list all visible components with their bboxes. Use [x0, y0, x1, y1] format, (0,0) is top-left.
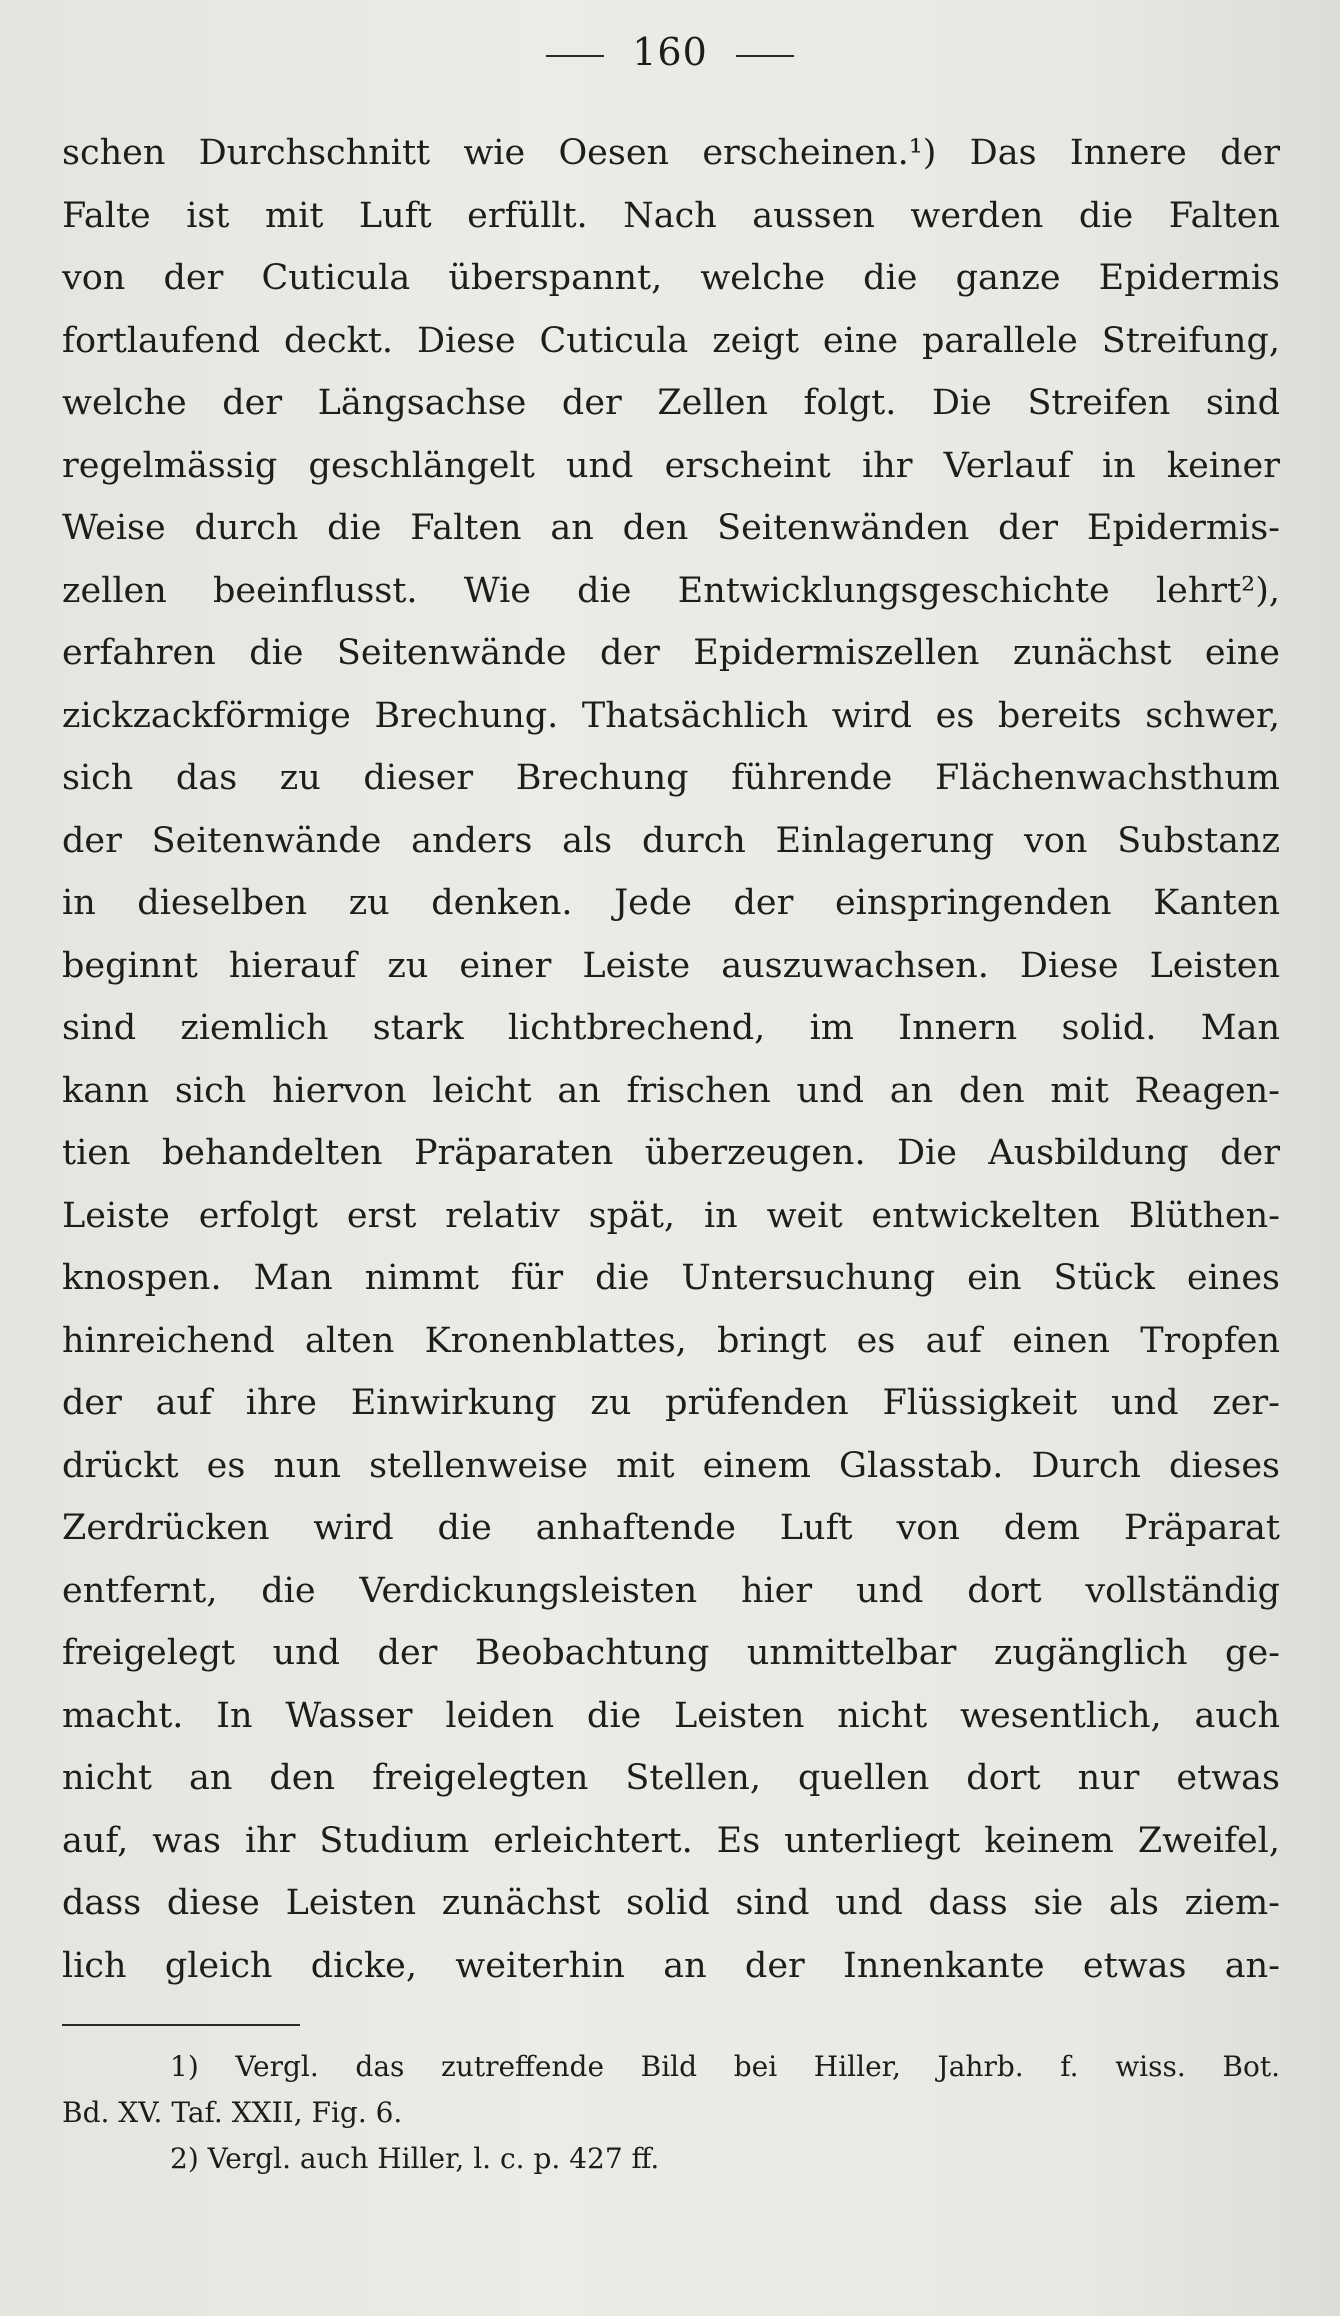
text-line: zickzackförmige Brechung. Thatsächlich wird es bereits schwer,: [62, 695, 1280, 736]
text-line: macht. In Wasser leiden die Leisten nicht wesentlich, auch: [62, 1695, 1280, 1736]
text-line: freigelegt und der Beobachtung unmittelbar zugänglich ge-: [62, 1633, 1280, 1673]
text-line: tien behandelten Präparaten überzeugen. Die Ausbildung der: [62, 1133, 1280, 1173]
footnote-line: 1) Vergl. das zutreffende Bild bei Hiller, Jahrb. f. wiss. Bot.: [170, 2050, 1280, 2083]
text-line: beginnt hierauf zu einer Leiste auszuwachsen. Diese Leisten: [62, 945, 1280, 986]
text-line: kann sich hiervon leicht an frischen und an den mit Reagen-: [62, 1070, 1280, 1111]
text-line: entfernt, die Verdickungsleisten hier und dort vollständig: [62, 1570, 1280, 1611]
text-line: Weise durch die Falten an den Seitenwänden der Epidermis-: [62, 508, 1280, 548]
text-line: Leiste erfolgt erst relativ spät, in weit entwickelten Blüthen-: [62, 1195, 1280, 1236]
text-line: lich gleich dicke, weiterhin an der Innenkante etwas an-: [62, 1945, 1280, 1986]
page-number: 160: [632, 30, 708, 74]
text-line: dass diese Leisten zunächst solid sind und dass sie als ziem-: [62, 1883, 1280, 1923]
text-line: schen Durchschnitt wie Oesen erscheinen.¹) Das Innere der: [62, 133, 1280, 173]
footnote-separator: [62, 2024, 300, 2026]
text-line: Zerdrücken wird die anhaftende Luft von dem Präparat: [62, 1508, 1280, 1548]
footnote-line: 2) Vergl. auch Hiller, l. c. p. 427 ff.: [170, 2142, 660, 2175]
body-text: [62, 122, 1280, 1997]
text-line: sich das zu dieser Brechung führende Flächenwachsthum: [62, 758, 1280, 798]
header-dash-left: [546, 55, 604, 57]
text-line: hinreichend alten Kronenblattes, bringt es auf einen Tropfen: [62, 1320, 1280, 1361]
footnote-line: Bd. XV. Taf. XXII, Fig. 6.: [62, 2096, 403, 2129]
text-line: welche der Längsachse der Zellen folgt. Die Streifen sind: [62, 383, 1280, 423]
text-line: knospen. Man nimmt für die Untersuchung ein Stück eines: [62, 1258, 1280, 1298]
text-line: in dieselben zu denken. Jede der einspringenden Kanten: [62, 883, 1280, 923]
text-line: auf, was ihr Studium erleichtert. Es unterliegt keinem Zweifel,: [62, 1820, 1280, 1861]
text-line: der Seitenwände anders als durch Einlagerung von Substanz: [62, 820, 1280, 861]
text-line: drückt es nun stellenweise mit einem Glasstab. Durch dieses: [62, 1445, 1280, 1486]
text-line: nicht an den freigelegten Stellen, quellen dort nur etwas: [62, 1758, 1280, 1798]
text-line: zellen beeinflusst. Wie die Entwicklungsgeschichte lehrt²),: [62, 570, 1280, 611]
text-line: Falte ist mit Luft erfüllt. Nach aussen werden die Falten: [62, 195, 1280, 236]
text-line: regelmässig geschlängelt und erscheint ihr Verlauf in keiner: [62, 445, 1280, 486]
text-line: erfahren die Seitenwände der Epidermiszellen zunächst eine: [62, 633, 1280, 673]
text-line: fortlaufend deckt. Diese Cuticula zeigt eine parallele Streifung,: [62, 320, 1280, 361]
text-line: von der Cuticula überspannt, welche die ganze Epidermis: [62, 258, 1280, 298]
page-header: [0, 30, 1340, 74]
text-line: der auf ihre Einwirkung zu prüfenden Flüssigkeit und zer-: [62, 1383, 1280, 1423]
header-dash-right: [736, 55, 794, 57]
footnotes: [62, 2044, 1280, 2182]
text-line: sind ziemlich stark lichtbrechend, im Innern solid. Man: [62, 1008, 1280, 1048]
